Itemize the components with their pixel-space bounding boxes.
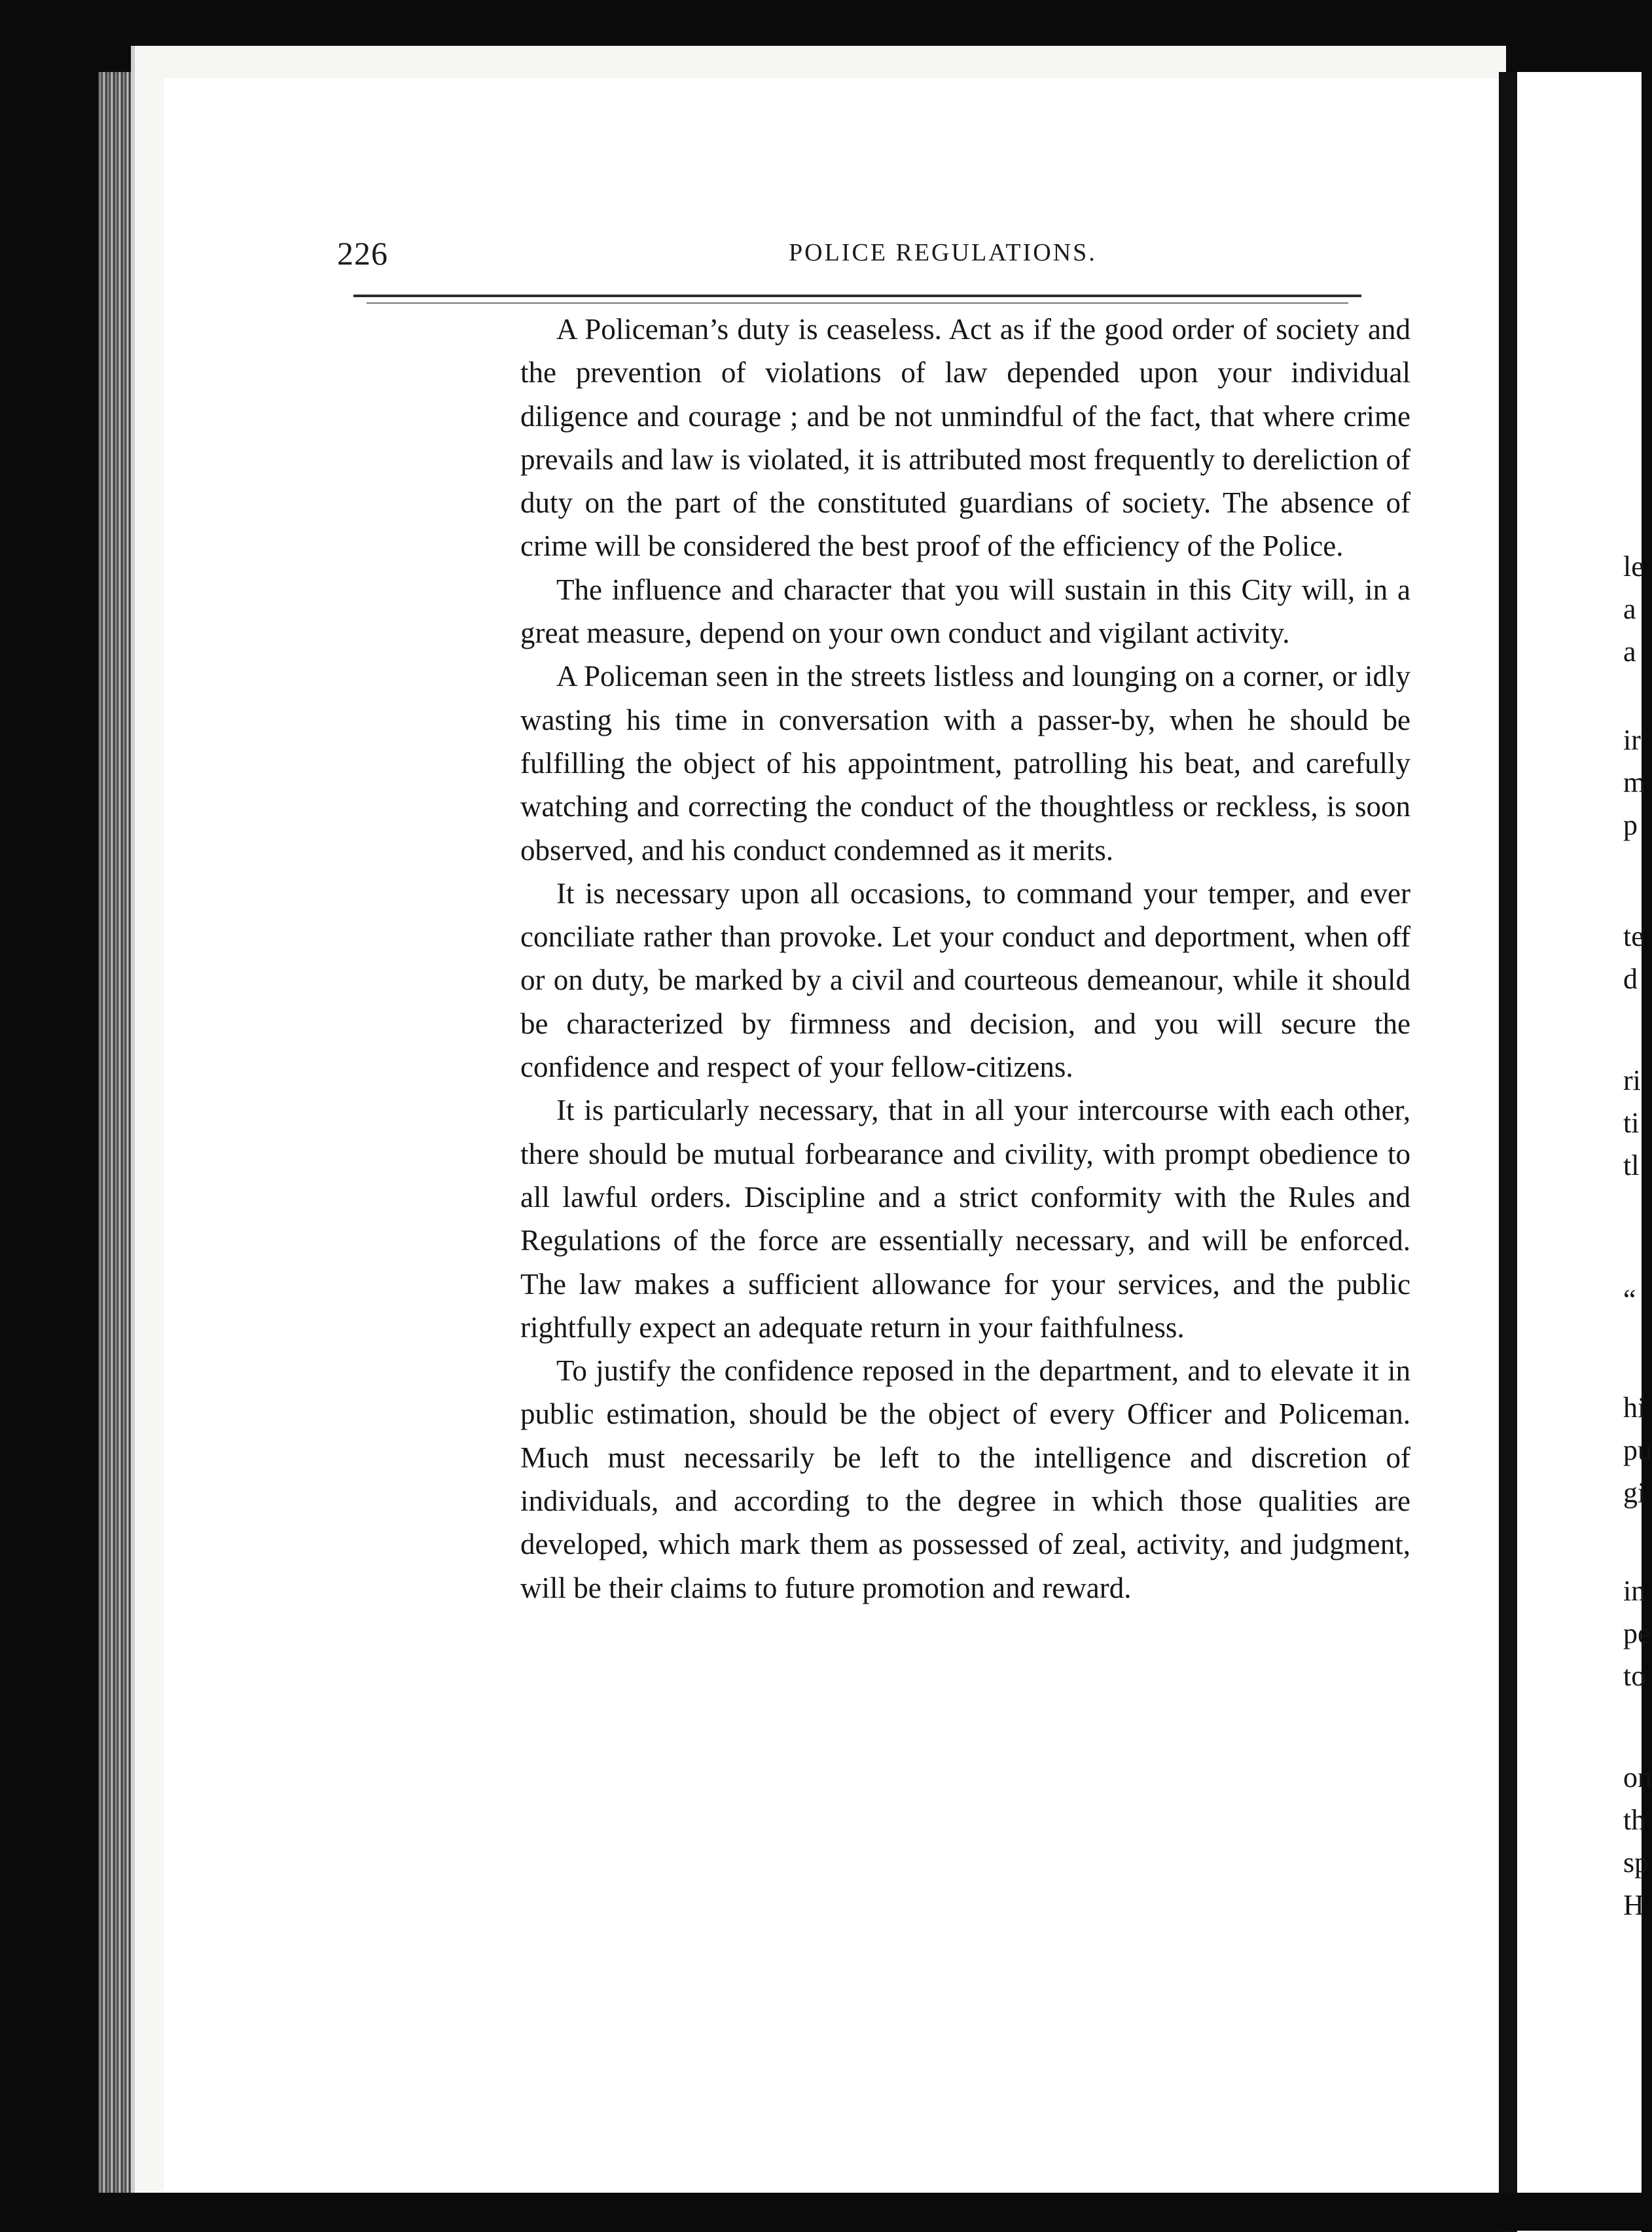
- running-title: POLICE REGULATIONS.: [789, 239, 1097, 266]
- facing-fragment: ti: [1623, 1107, 1640, 1139]
- running-head: [337, 229, 1391, 288]
- body-text: [520, 308, 1410, 1610]
- facing-fragment: in: [1623, 1575, 1646, 1607]
- paragraph-1: A Policeman’s duty is ceaseless. Act as if the good order of society and the prevention of violations of law depended upon your individual diligence and courage ; and be not unmindful of the fact, that where crime prevails and law is violated, it is attributed most frequently to dereliction of duty on the part of the constituted guardians of society. The absence of crime will be considered the best proof of the efficiency of the Police.: [520, 313, 1410, 563]
- facing-fragment: pu: [1623, 1434, 1652, 1466]
- facing-fragment: ri: [1623, 1064, 1641, 1096]
- paragraph-5: It is particularly necessary, that in all your intercourse with each other, there should be mutual forbearance and civility, with prompt obedience to all lawful orders. Discipline and a strict conformity with the Rules and Regulations of the force are essentially necessary, and will be enforced. The law makes a sufficient allowance for your services, and the public rightfully expect an adequate return in your faithfulness.: [520, 1094, 1410, 1344]
- paragraph-6: To justify the confidence reposed in the department, and to elevate it in public estimation, should be the object of every Officer and Policeman. Much must necessarily be left to the intelligence and discretion of individuals, and according to the degree in which those qualities are developed, which mark them as possessed of zeal, activity, and judgment, will be their claims to future promotion and reward.: [520, 1354, 1410, 1604]
- facing-fragment: to: [1623, 1660, 1646, 1692]
- facing-fragment: sp: [1623, 1846, 1649, 1879]
- facing-fragment: H: [1623, 1889, 1644, 1921]
- facing-fragment: hi: [1623, 1392, 1646, 1424]
- facing-fragment: tl: [1623, 1149, 1640, 1181]
- paragraph-2: The influence and character that you will sustain in this City will, in a great measure, depend on your own conduct and vigilant activity.: [520, 573, 1410, 650]
- scan-bottom-edge: [0, 2193, 1642, 2231]
- facing-fragment: pe: [1623, 1617, 1651, 1649]
- facing-page-text: [1623, 0, 1652, 2231]
- page-number: 226: [337, 235, 388, 272]
- facing-fragment: “: [1623, 1284, 1636, 1316]
- facing-fragment: a: [1623, 636, 1636, 668]
- facing-fragment: th: [1623, 1804, 1646, 1836]
- facing-fragment: le: [1623, 550, 1644, 583]
- facing-fragment: d: [1623, 963, 1638, 995]
- header-rule-thin: [367, 302, 1348, 304]
- header-rule: [353, 295, 1361, 297]
- facing-fragment: te: [1623, 920, 1644, 952]
- facing-fragment: on: [1623, 1761, 1652, 1793]
- paragraph-4: It is necessary upon all occasions, to command your temper, and ever conciliate rather than provoke. Let your conduct and deportment, when off or on duty, be marked by a civil and courteous demeanour, while it should be characterized by firmness and decision, and you will secure the confidence and respect of your fellow-citizens.: [520, 876, 1410, 1084]
- facing-fragment: ir: [1623, 724, 1641, 756]
- page-gutter: [1499, 72, 1518, 2232]
- facing-fragment: p: [1623, 809, 1638, 841]
- facing-fragment: m: [1623, 766, 1646, 799]
- facing-fragment: gi: [1623, 1477, 1646, 1509]
- paragraph-3: A Policeman seen in the streets listless and lounging on a corner, or idly wasting his time in conversation with a passer-by, when he should be fulfilling the object of his appointment, patrolling his beat, and carefully watching and correcting the conduct of the thoughtless or reckless, is soon observed, and his conduct condemned as it merits.: [520, 660, 1410, 867]
- facing-fragment: a: [1623, 593, 1636, 625]
